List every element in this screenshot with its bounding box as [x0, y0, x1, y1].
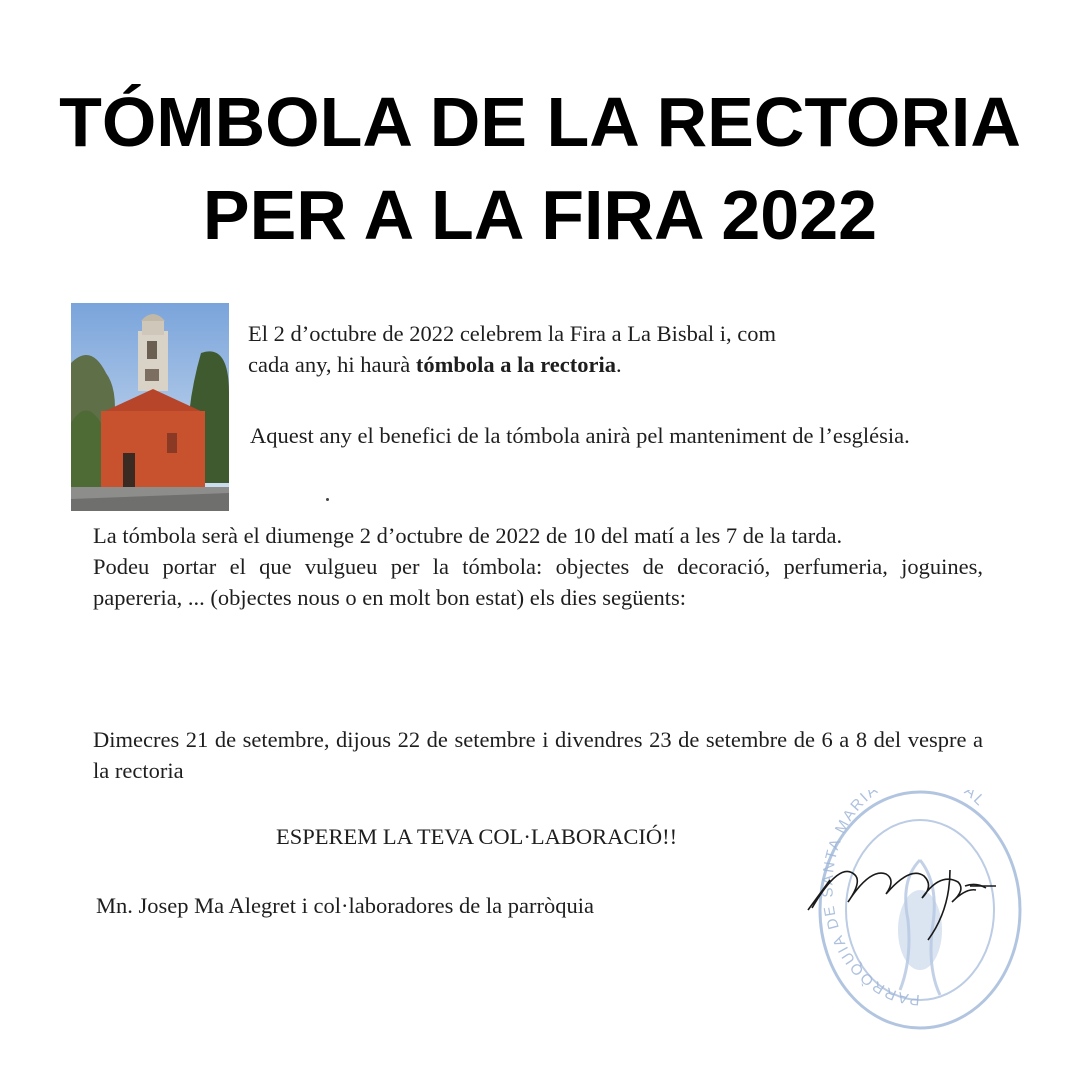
church-photo [71, 303, 229, 511]
schedule-paragraph [93, 520, 983, 613]
stamp-text: PARRÒQUIA DE SANTA MARIA AL [819, 790, 990, 1009]
parish-stamp [800, 790, 1040, 1040]
benefit-paragraph: Aquest any el benefici de la tómbola anirà pel manteniment de l’església. [250, 423, 910, 448]
callout-text: ESPEREM LA TEVA COL·LABORACIÓ!! [276, 824, 678, 849]
page-subtitle: PER A LA FIRA 2022 [202, 176, 878, 254]
intro-line-2-post: . [616, 352, 622, 377]
signoff-text: Mn. Josep Ma Alegret i col·laboradores de la parròquia [96, 893, 594, 918]
intro-highlight: tómbola a la rectoria [415, 352, 616, 377]
intro-line-1: El 2 d’octubre de 2022 celebrem la Fira a La Bisbal i, com [248, 321, 776, 346]
intro-line-2-pre: cada any, hi haurà [248, 352, 416, 377]
dates-paragraph: Dimecres 21 de setembre, dijous 22 de setembre i divendres 23 de setembre de 6 a 8 del vespre a la rectoria [93, 727, 983, 783]
donations-text: Podeu portar el que vulgueu per la tómbola: objectes de decoració, perfumeria, joguines, papereria, ... (objectes nous o en molt bon estat) els dies següents: [93, 554, 983, 610]
page-title: TÓMBOLA DE LA RECTORIA [59, 83, 1021, 161]
paper-speck [326, 498, 329, 501]
schedule-text: La tómbola serà el diumenge 2 d’octubre de 2022 de 10 del matí a les 7 de la tarda. [93, 523, 843, 548]
intro-paragraph [248, 318, 980, 380]
